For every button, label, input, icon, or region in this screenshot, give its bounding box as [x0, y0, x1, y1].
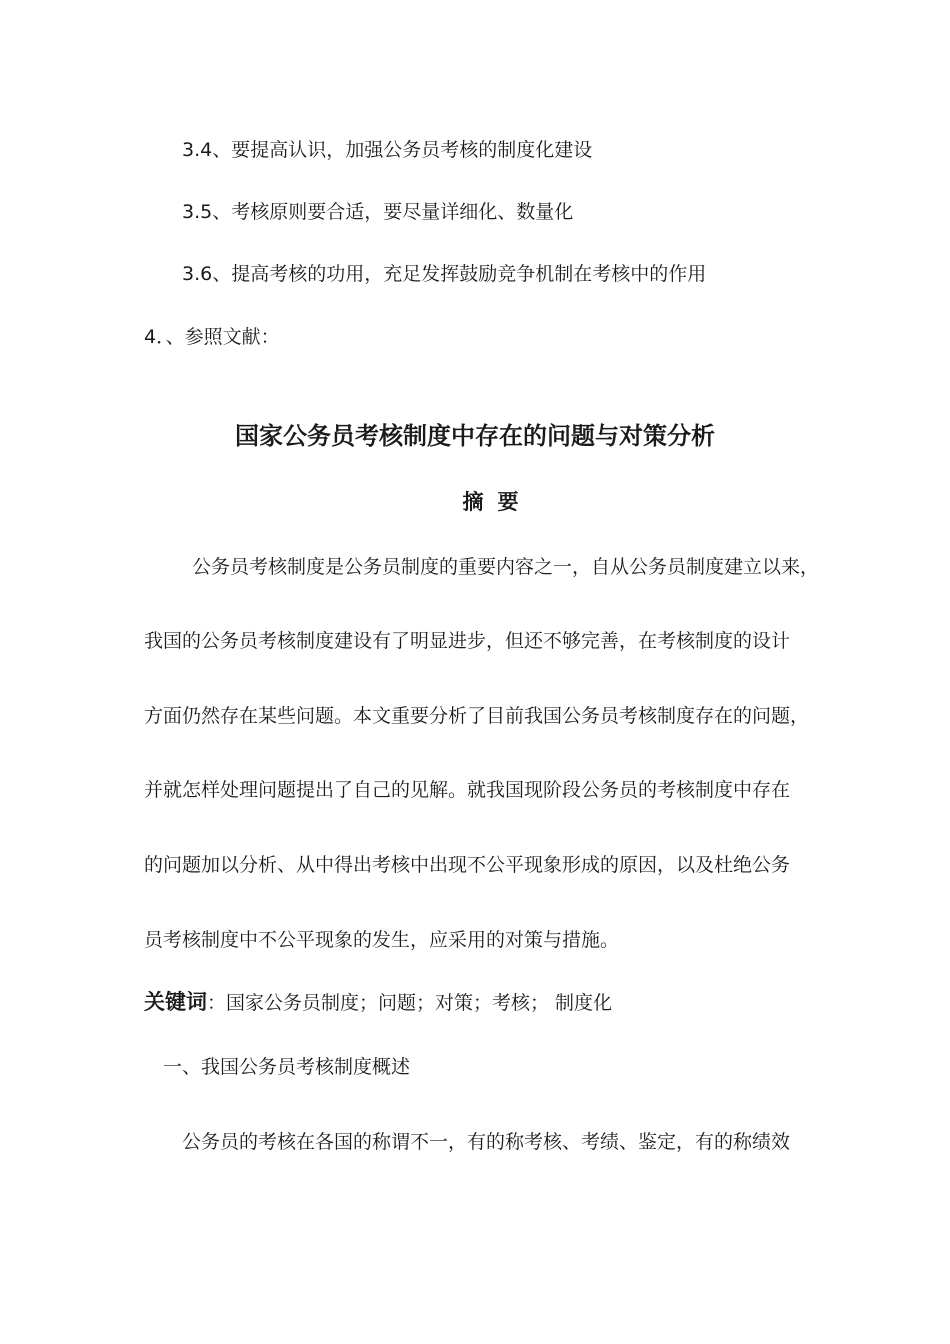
abstract-line: 方面仍然存在某些问题。本文重要分析了目前我国公务员考核制度存在的问题， — [144, 705, 810, 727]
toc-item-3-4: 3.4、要提高认识，加强公务员考核的制度化建设 — [182, 139, 593, 161]
document-title: 国家公务员考核制度中存在的问题与对策分析 — [235, 422, 715, 450]
abstract-line: 我国的公务员考核制度建设有了明显进步，但还不够完善，在考核制度的设计 — [144, 630, 791, 652]
toc-item-3-6: 3.6、提高考核的功用，充足发挥鼓励竞争机制在考核中的作用 — [182, 263, 707, 285]
section-1-text: 公务员的考核在各国的称谓不一，有的称考核、考绩、鉴定，有的称绩效 — [182, 1131, 791, 1153]
toc-item-4: 4．、参照文献： — [144, 326, 280, 348]
abstract-heading: 摘要 — [462, 490, 533, 514]
abstract-line: 的问题加以分析、从中得出考核中出现不公平现象形成的原因，以及杜绝公务 — [144, 854, 791, 876]
abstract-line: 员考核制度中不公平现象的发生，应采用的对策与措施。 — [144, 929, 620, 951]
toc-item-3-5: 3.5、考核原则要合适，要尽量详细化、数量化 — [182, 201, 574, 223]
keywords-text: ：国家公务员制度；问题；对策；考核； 制度化 — [207, 992, 613, 1014]
keywords — [144, 990, 612, 1015]
keywords-label: 关键词 — [144, 990, 207, 1014]
abstract-line: 公务员考核制度是公务员制度的重要内容之一，自从公务员制度建立以来， — [192, 556, 820, 578]
abstract-line: 并就怎样处理问题提出了自己的见解。就我国现阶段公务员的考核制度中存在 — [144, 779, 791, 801]
section-1-heading: 一、我国公务员考核制度概述 — [163, 1056, 411, 1078]
